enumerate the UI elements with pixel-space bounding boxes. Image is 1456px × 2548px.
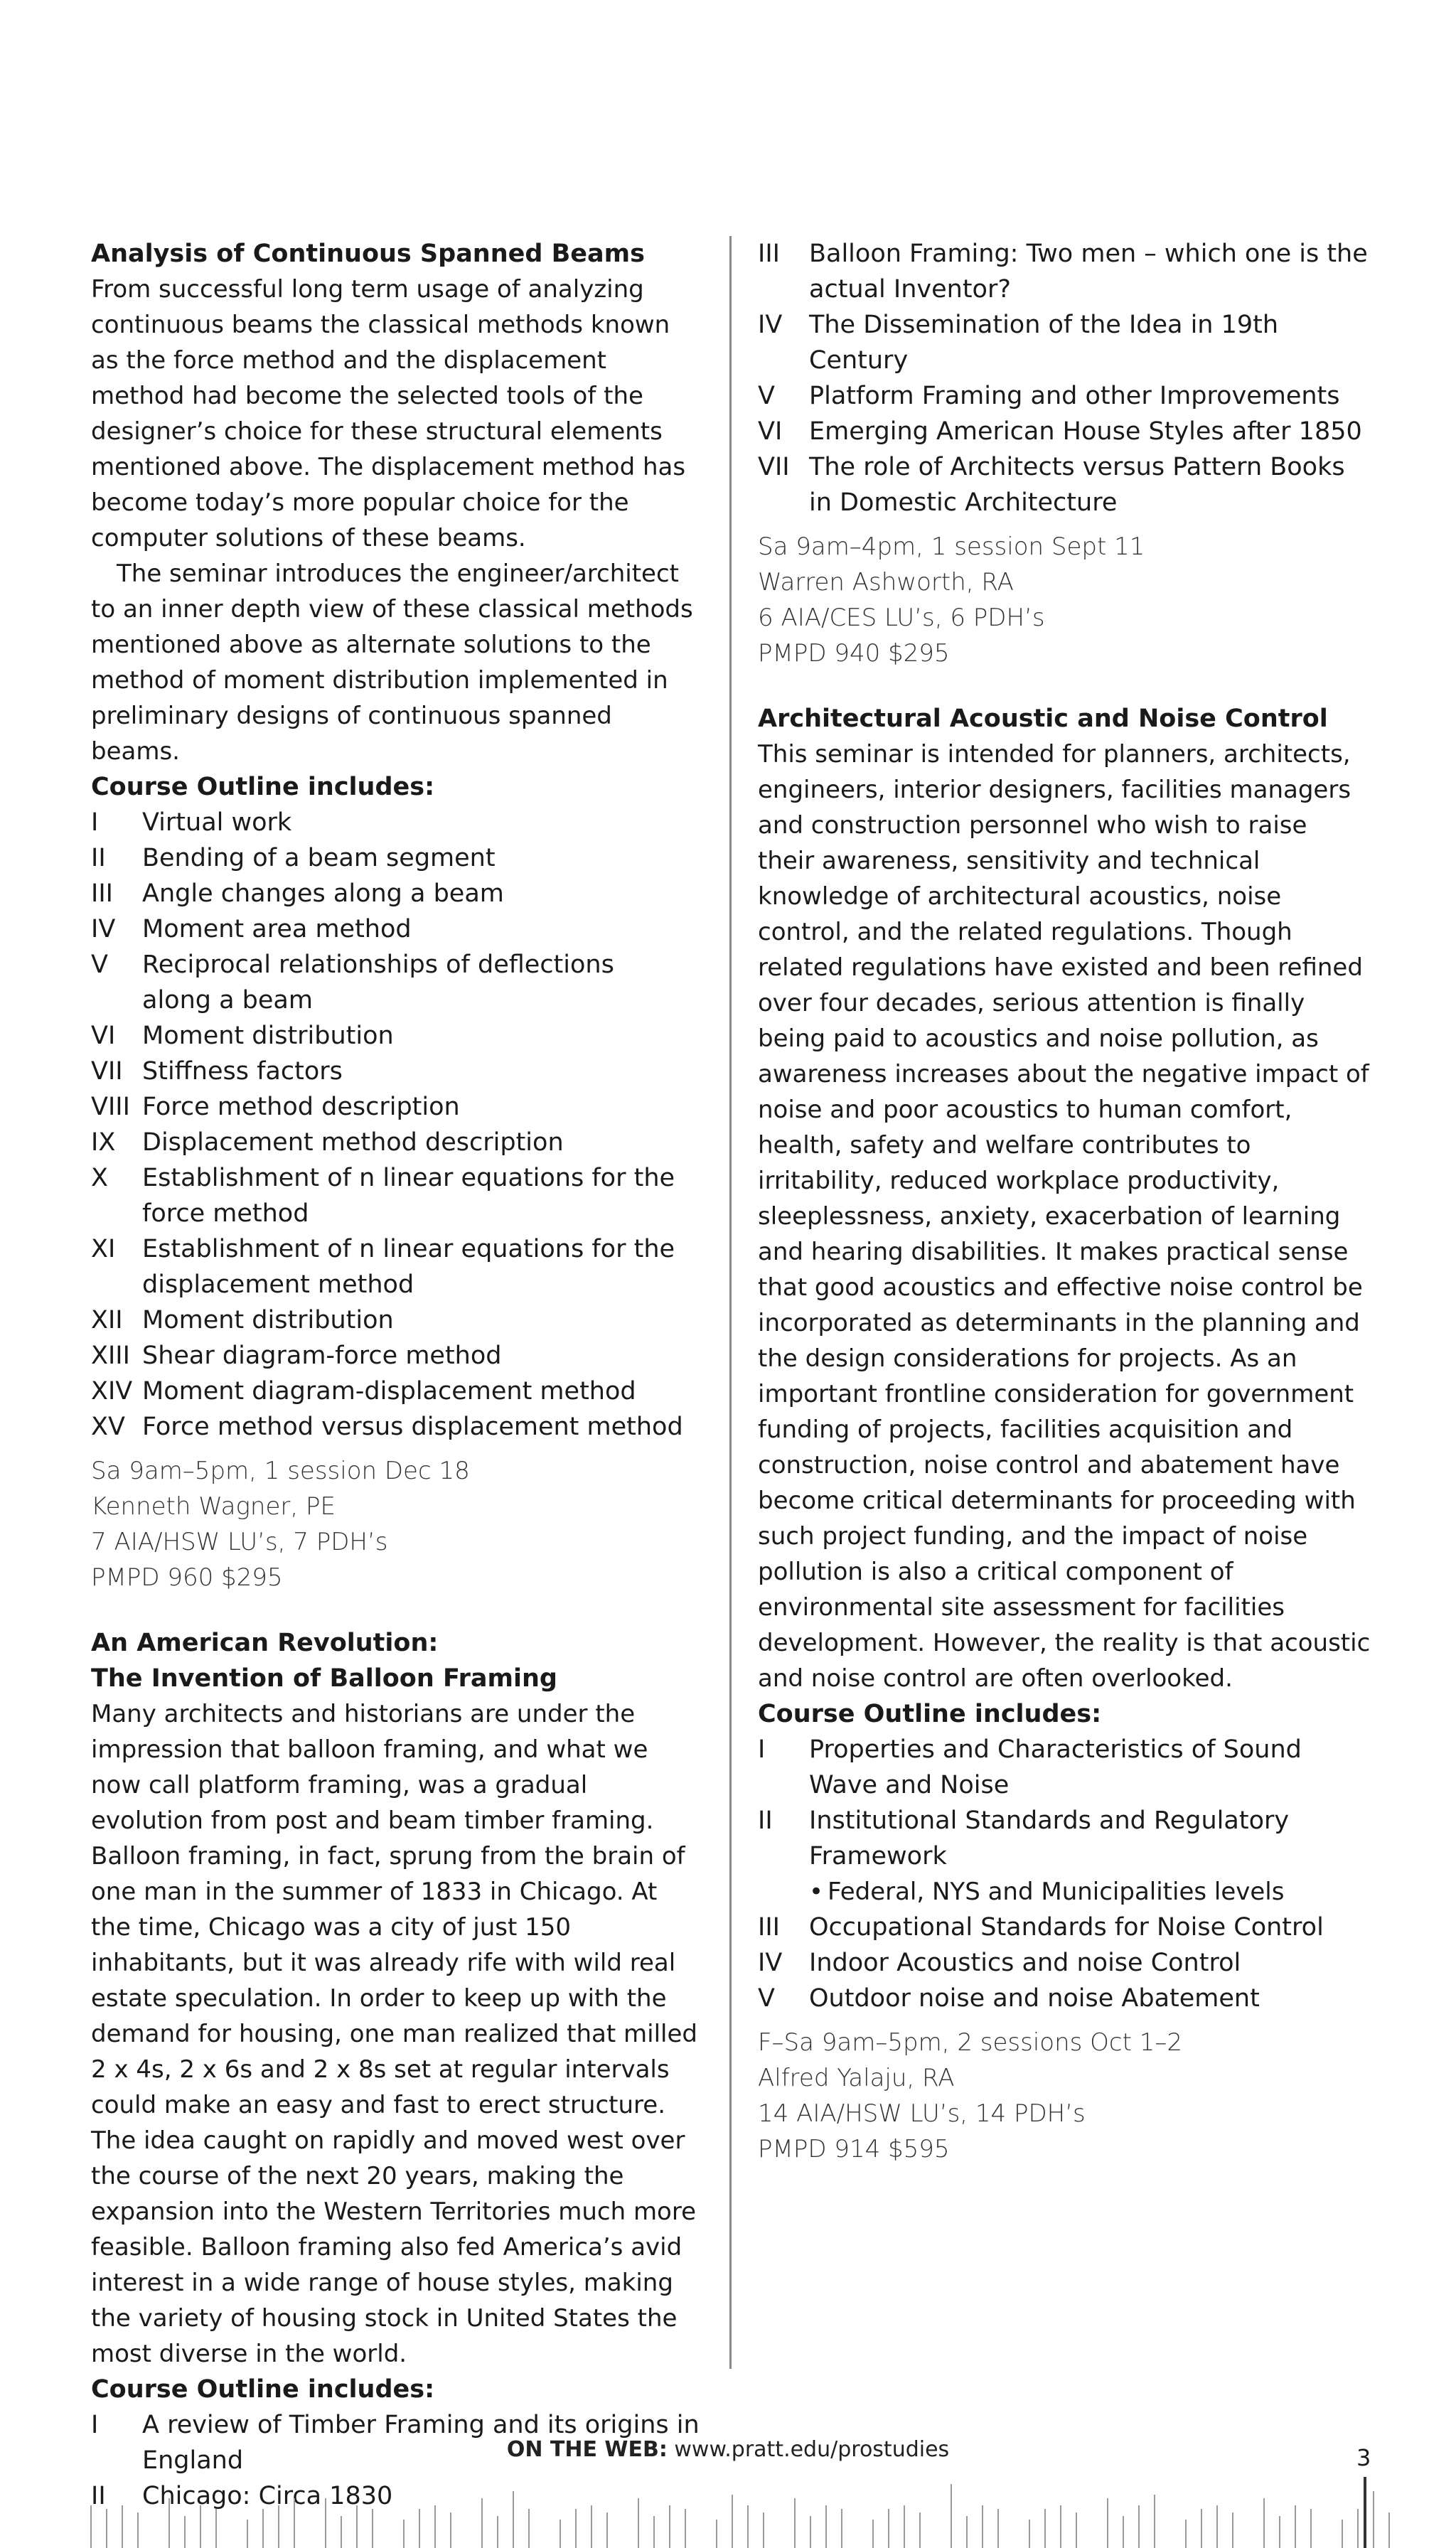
course-credits: 6 AIA/CES LU’s, 6 PDH’s (758, 604, 1045, 632)
outline-item: I Properties and Characteristics of Sound Wave and Noise (758, 1735, 1302, 1799)
beams-outline (91, 805, 704, 1445)
balloon-info (758, 529, 1371, 671)
course-code-price: PMPD 940 $295 (758, 639, 950, 668)
outline-item: VII Stiffness factors (91, 1057, 343, 1086)
outline-item: V Reciprocal relationships of deflections along a beam (91, 951, 614, 1015)
acoustic-title: Architectural Acoustic and Noise Control (758, 705, 1328, 733)
beams-title: Analysis of Continuous Spanned Beams (91, 240, 645, 268)
outline-item: II Chicago: Circa 1830 (91, 2482, 393, 2510)
course-instructor: Kenneth Wagner, PE (91, 1492, 336, 1521)
outline-item: II Institutional Standards and Regulatory Framework (758, 1806, 1290, 1870)
outline-item: VI Moment distribution (91, 1022, 394, 1050)
outline-item: X Establishment of n linear equations for the force method (91, 1164, 675, 1228)
outline-item: I Virtual work (91, 808, 292, 837)
course-code-price: PMPD 914 $595 (758, 2135, 950, 2163)
course-schedule: Sa 9am–4pm, 1 session Sept 11 (758, 532, 1145, 561)
bullet-icon: • (809, 1878, 824, 1906)
course-credits: 14 AIA/HSW LU’s, 14 PDH’s (758, 2099, 1086, 2128)
footer-label: ON THE WEB: (506, 2437, 668, 2462)
footer (0, 2437, 1456, 2462)
balloon-outline-continued (758, 236, 1371, 520)
outline-item: V Platform Framing and other Improvements (758, 382, 1340, 410)
column-divider (729, 236, 732, 2369)
left-column (91, 236, 704, 2514)
right-column (758, 236, 1371, 2167)
acoustic-sub-bullet: • Federal, NYS and Municipalities levels (758, 1874, 1371, 1910)
outline-item: IV Indoor Acoustics and noise Control (758, 1949, 1241, 1977)
course-code-price: PMPD 960 $295 (91, 1563, 283, 1592)
acoustic-outline-continued (758, 1910, 1371, 2016)
beams-info (91, 1453, 704, 1595)
balloon-title-line2: The Invention of Balloon Framing (91, 1664, 557, 1693)
balloon-description: Many architects and historians are under the impression that balloon framing, and what we now call platform framing, was a gradual evolution from post and beam timber framing. Balloon framing, in fact, sprung from the brain of one man in the summer of 1833 in Chicago. At the time, Chicago was a city of just 150 inhabitants, but it was already rife with wild real estate speculation. In order to keep up with the demand for housing, one man realized that milled 2 x 4s, 2 x 6s and 2 x 8s set at regular intervals could make an easy and fast to erect structure. The idea caught on rapidly and moved west over the course of the next 20 years, making the expansion into the Western Territories much more feasible. Balloon framing also fed America’s avid interest in a wide range of house styles, making the variety of housing stock in United States the most diverse in the world. (91, 1700, 697, 2368)
outline-item: III Occupational Standards for Noise Control (758, 1913, 1324, 1942)
outline-item: XIV Moment diagram-displacement method (91, 1377, 636, 1406)
outline-item: XV Force method versus displacement method (91, 1413, 683, 1441)
balloon-outline-heading: Course Outline includes: (91, 2375, 435, 2404)
course-credits: 7 AIA/HSW LU’s, 7 PDH’s (91, 1528, 388, 1556)
course-instructor: Alfred Yalaju, RA (758, 2064, 955, 2092)
ruler-decoration (85, 2477, 1408, 2548)
outline-item: I A review of Timber Framing and its origins in England (91, 2411, 700, 2475)
acoustic-outline (758, 1732, 1371, 1874)
outline-item: II Bending of a beam segment (91, 844, 496, 872)
balloon-title-line1: An American Revolution: (91, 1629, 439, 1657)
outline-item: XII Moment distribution (91, 1306, 394, 1334)
outline-item: XIII Shear diagram-force method (91, 1342, 502, 1370)
acoustic-description: This seminar is intended for planners, architects, engineers, interior designers, facilities managers and construction personnel who wish to raise their awareness, sensitivity and technical knowledge of architectural acoustics, noise control, and the related regulations. Though related regulations have existed and been refined over four decades, serious attention is finally being paid to acoustics and noise pollution, as awareness increases about the negative impact of noise and poor acoustics to human comfort, health, safety and welfare contributes to irritability, reduced workplace productivity, sleeplessness, anxiety, exacerbation of learning and hearing disabilities. It makes practical sense that good acoustics and effective noise control be incorporated as determinants in the planning and the design considerations for projects. As an important frontline consideration for government funding of projects, facilities acquisition and construction, noise control and abatement have become critical determinants for proceeding with such project funding, and the impact of noise pollution is also a critical component of environmental site assessment for facilities development. However, the reality is that acoustic and noise control are often overlooked. (758, 740, 1371, 1693)
course-schedule: Sa 9am–5pm, 1 session Dec 18 (91, 1457, 470, 1485)
outline-item: III Balloon Framing: Two men – which one is the actual Inventor? (758, 240, 1368, 304)
course-instructor: Warren Ashworth, RA (758, 568, 1014, 596)
footer-url[interactable]: www.pratt.edu/prostudies (674, 2437, 950, 2462)
outline-item: V Outdoor noise and noise Abatement (758, 1984, 1260, 2013)
outline-item: VII The role of Architects versus Pattern Books in Domestic Architecture (758, 453, 1345, 517)
outline-item: IX Displacement method description (91, 1128, 564, 1157)
beams-outline-heading: Course Outline includes: (91, 773, 435, 801)
beams-seminar-intro: The seminar introduces the engineer/architect to an inner depth view of these classical methods mentioned above as alternate solutions to the method of moment distribution implemented in preliminary designs of continuous spanned beams. (91, 560, 693, 766)
page-number: 3 (1356, 2444, 1371, 2471)
outline-item: IV The Dissemination of the Idea in 19th Century (758, 311, 1279, 375)
course-schedule: F–Sa 9am–5pm, 2 sessions Oct 1–2 (758, 2028, 1182, 2057)
beams-description: From successful long term usage of analyzing continuous beams the classical methods known as the force method and the displacement method had become the selected tools of the designer’s choice for these structural elements mentioned above. The displacement method has become today’s more popular choice for the computer solutions of these beams. (91, 275, 686, 552)
outline-item: III Angle changes along a beam (91, 879, 504, 908)
outline-item: IV Moment area method (91, 915, 412, 943)
outline-item: VI Emerging American House Styles after 1850 (758, 417, 1362, 446)
acoustic-info (758, 2025, 1371, 2167)
outline-item: VIII Force method description (91, 1093, 460, 1121)
outline-item: XI Establishment of n linear equations for the displacement method (91, 1235, 675, 1299)
acoustic-outline-heading: Course Outline includes: (758, 1700, 1102, 1728)
